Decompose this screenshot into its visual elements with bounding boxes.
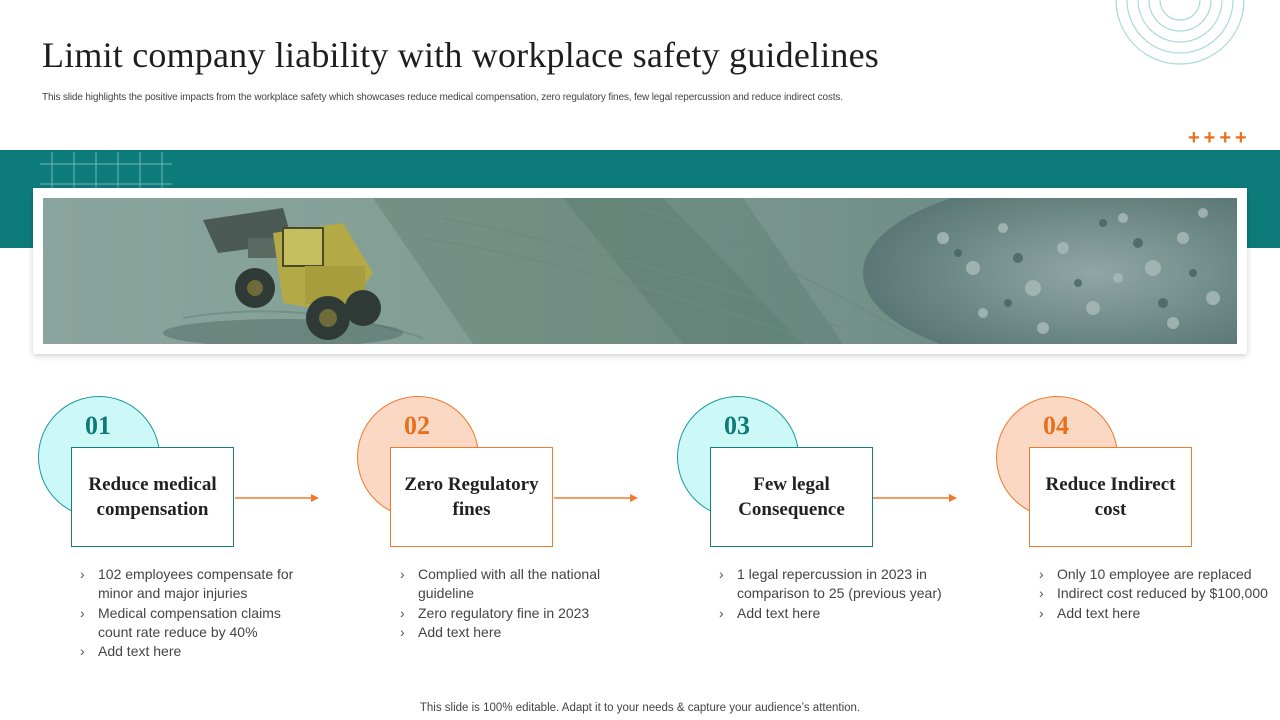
arrow-right-icon [873, 492, 959, 504]
list-item: › Complied with all the national guideline [398, 565, 633, 604]
list-item: › Zero regulatory fine in 2023 [398, 604, 633, 623]
list-item: › Add text here [717, 604, 952, 623]
grid-pattern-decoration [40, 152, 172, 188]
step-number-02: 02 [404, 411, 430, 440]
step-bullets-03 [717, 565, 952, 623]
banner-photo [43, 198, 1237, 344]
arrow-right-icon [235, 492, 321, 504]
list-item: › Add text here [78, 642, 313, 661]
step-number-04: 04 [1043, 411, 1069, 440]
step-bullets-02 [398, 565, 633, 642]
list-item: › Add text here [1037, 604, 1272, 623]
step-box-02: Zero Regulatory fines [390, 447, 553, 547]
concentric-rings-decoration [1110, 0, 1250, 70]
list-item: › Medical compensation claims count rate reduce by 40% [78, 604, 313, 643]
step-box-04: Reduce Indirect cost [1029, 447, 1192, 547]
step-number-03: 03 [724, 411, 750, 440]
step-bullets-04 [1037, 565, 1272, 623]
list-item: › Indirect cost reduced by $100,000 [1037, 584, 1272, 603]
step-number-01: 01 [85, 411, 111, 440]
footer-note: This slide is 100% editable. Adapt it to your needs & capture your audience’s attention. [419, 702, 861, 714]
list-item: › Only 10 employee are replaced [1037, 565, 1272, 584]
arrow-right-icon [554, 492, 640, 504]
list-item: › 102 employees compensate for minor and major injuries [78, 565, 313, 604]
construction-site-image [43, 198, 1237, 344]
step-box-03: Few legal Consequence [710, 447, 873, 547]
plus-signs-decoration: ++++ [1188, 127, 1251, 149]
step-bullets-01 [78, 565, 313, 661]
list-item: › 1 legal repercussion in 2023 in comparison to 25 (previous year) [717, 565, 952, 604]
page-title: Limit company liability with workplace safety guidelines [42, 35, 880, 75]
banner-photo-frame [33, 188, 1247, 354]
step-box-01: Reduce medical compensation [71, 447, 234, 547]
page-subtitle: This slide highlights the positive impacts from the workplace safety which showcases reduce medical compensation, zero regulatory fines, few legal repercussion and reduce indirect costs. [42, 92, 843, 103]
list-item: › Add text here [398, 623, 633, 642]
